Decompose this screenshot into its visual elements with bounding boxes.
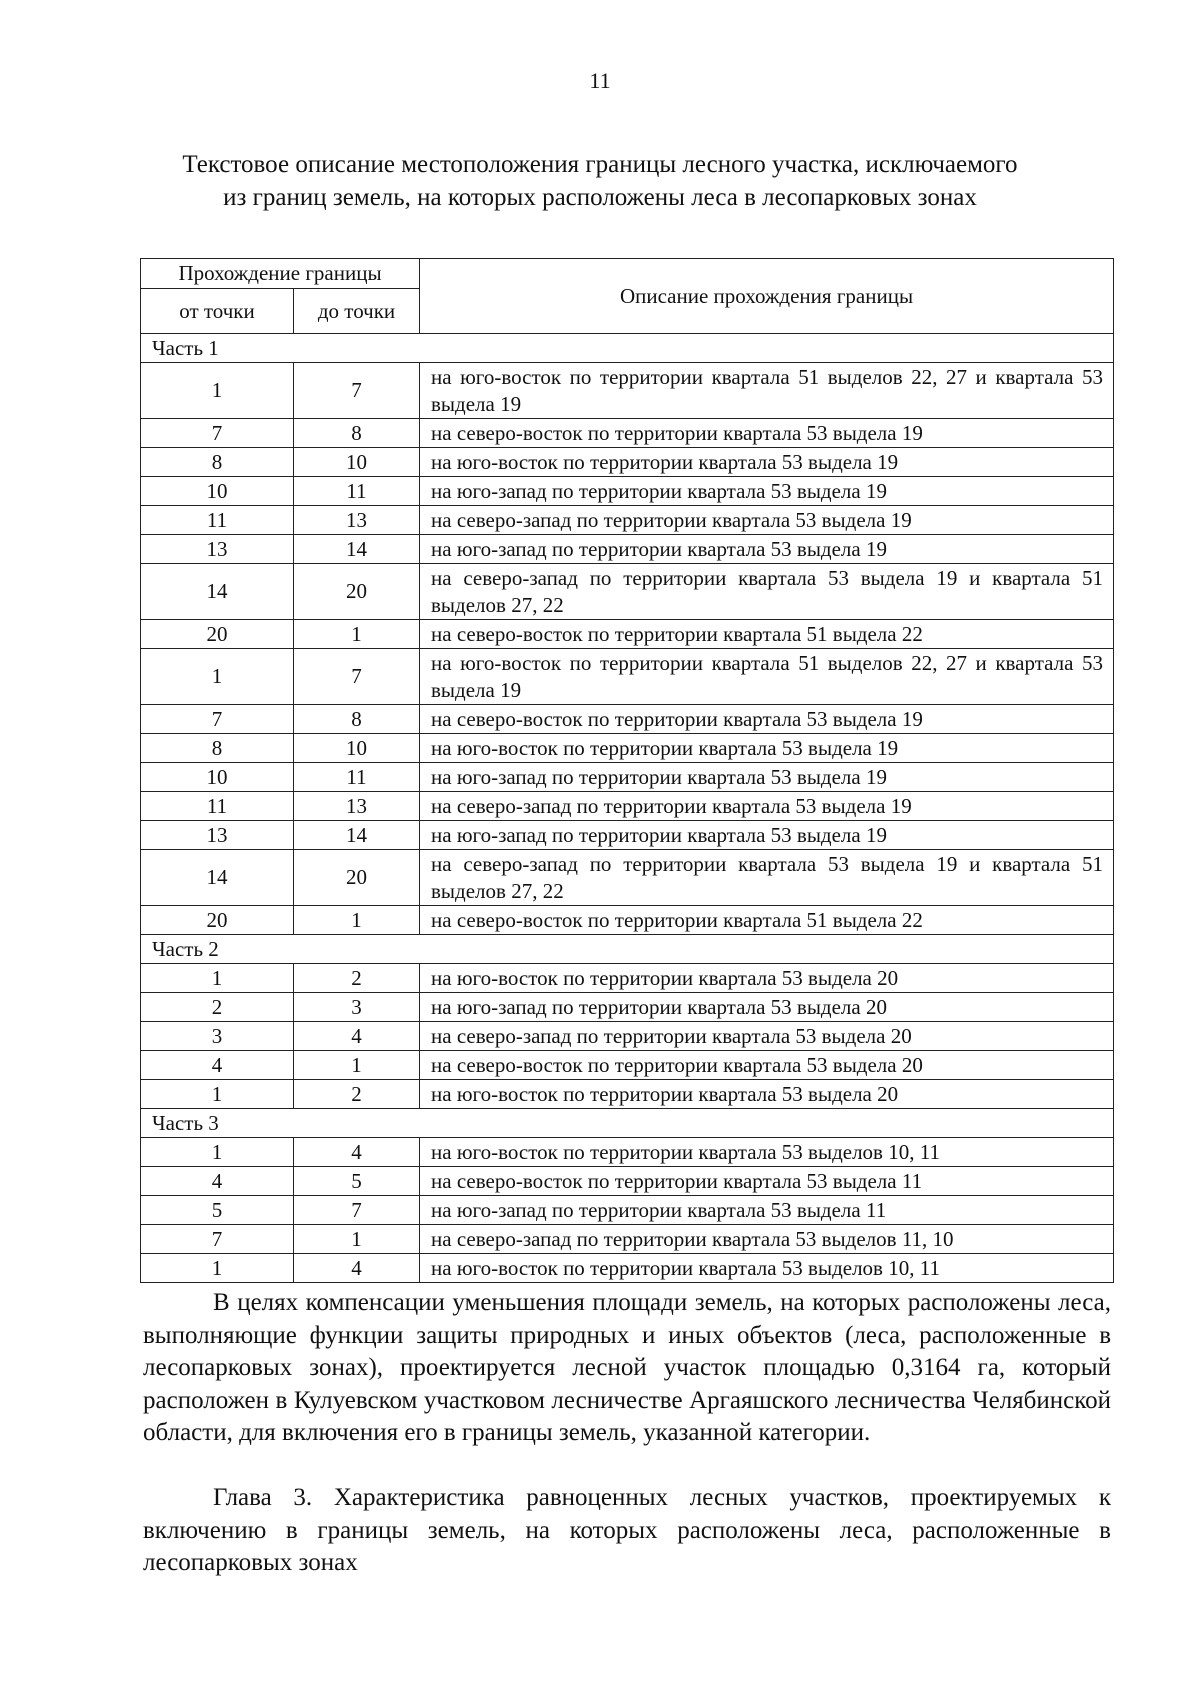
table-cell-description: на юго-восток по территории квартала 53 выделов 10, 11	[420, 1254, 1114, 1283]
table-cell-to-point: 20	[294, 564, 420, 620]
table-part-label: Часть 1	[141, 334, 1114, 363]
table-part-row	[141, 334, 1114, 363]
table-cell-to-point: 7	[294, 363, 420, 419]
table-row	[141, 964, 1114, 993]
table-row	[141, 620, 1114, 649]
table-cell-from-point: 11	[141, 792, 294, 821]
table-cell-to-point: 7	[294, 649, 420, 705]
table-cell-from-point: 2	[141, 993, 294, 1022]
table-row	[141, 1254, 1114, 1283]
table-row	[141, 564, 1114, 620]
table-row	[141, 705, 1114, 734]
table-row	[141, 363, 1114, 419]
table-cell-description: на северо-запад по территории квартала 53 выдела 19	[420, 506, 1114, 535]
page-number: 11	[589, 68, 611, 93]
table-row	[141, 763, 1114, 792]
table-cell-to-point: 7	[294, 1196, 420, 1225]
table-cell-to-point: 8	[294, 705, 420, 734]
table-cell-from-point: 8	[141, 734, 294, 763]
compensation-paragraph	[143, 1287, 1111, 1450]
table-cell-description: на юго-восток по территории квартала 53 выдела 19	[420, 448, 1114, 477]
table-part-row	[141, 1109, 1114, 1138]
table-cell-to-point: 1	[294, 1051, 420, 1080]
table-cell-description: на юго-запад по территории квартала 53 выдела 20	[420, 993, 1114, 1022]
table-cell-from-point: 5	[141, 1196, 294, 1225]
table-cell-description: на юго-восток по территории квартала 53 выдела 19	[420, 734, 1114, 763]
table-cell-from-point: 14	[141, 564, 294, 620]
table-row	[141, 1051, 1114, 1080]
heading-line-1: Текстовое описание местоположения границы лесного участка, исключаемого	[182, 151, 1018, 178]
table-cell-from-point: 1	[141, 649, 294, 705]
table-cell-description: на юго-запад по территории квартала 53 выдела 11	[420, 1196, 1114, 1225]
table-row	[141, 1196, 1114, 1225]
table-row	[141, 1225, 1114, 1254]
table-cell-to-point: 4	[294, 1022, 420, 1051]
table-row	[141, 506, 1114, 535]
table-cell-to-point: 4	[294, 1138, 420, 1167]
table-cell-description: на северо-запад по территории квартала 53 выдела 20	[420, 1022, 1114, 1051]
table-cell-description: на северо-запад по территории квартала 53 выдела 19 и квартала 51 выделов 27, 22	[420, 564, 1114, 620]
table-cell-from-point: 7	[141, 419, 294, 448]
table-cell-from-point: 7	[141, 1225, 294, 1254]
table-cell-description: на юго-запад по территории квартала 53 выдела 19	[420, 477, 1114, 506]
table-cell-from-point: 4	[141, 1051, 294, 1080]
document-heading	[100, 148, 1100, 214]
table-cell-to-point: 1	[294, 620, 420, 649]
table-cell-from-point: 4	[141, 1167, 294, 1196]
table-cell-description: на северо-запад по территории квартала 53 выделов 11, 10	[420, 1225, 1114, 1254]
boundary-table-body	[141, 334, 1114, 1283]
table-cell-to-point: 11	[294, 763, 420, 792]
table-cell-to-point: 2	[294, 1080, 420, 1109]
table-cell-description: на северо-восток по территории квартала 53 выдела 19	[420, 419, 1114, 448]
table-cell-to-point: 4	[294, 1254, 420, 1283]
table-row	[141, 821, 1114, 850]
table-cell-from-point: 11	[141, 506, 294, 535]
table-cell-description: на юго-запад по территории квартала 53 выдела 19	[420, 535, 1114, 564]
table-cell-description: на юго-восток по территории квартала 53 выделов 10, 11	[420, 1138, 1114, 1167]
table-cell-from-point: 1	[141, 1080, 294, 1109]
table-cell-to-point: 11	[294, 477, 420, 506]
table-cell-to-point: 10	[294, 448, 420, 477]
table-part-label: Часть 2	[141, 935, 1114, 964]
table-cell-from-point: 20	[141, 620, 294, 649]
table-cell-to-point: 8	[294, 419, 420, 448]
table-cell-from-point: 7	[141, 705, 294, 734]
table-cell-from-point: 1	[141, 1138, 294, 1167]
boundary-table-header	[141, 259, 1114, 334]
header-from-point: от точки	[141, 289, 294, 334]
table-part-row	[141, 935, 1114, 964]
table-row	[141, 649, 1114, 705]
table-cell-from-point: 1	[141, 964, 294, 993]
table-cell-from-point: 3	[141, 1022, 294, 1051]
table-cell-description: на юго-запад по территории квартала 53 выдела 19	[420, 821, 1114, 850]
table-cell-to-point: 13	[294, 506, 420, 535]
table-cell-from-point: 14	[141, 850, 294, 906]
heading-line-2: из границ земель, на которых расположены леса в лесопарковых зонах	[223, 184, 977, 211]
table-cell-to-point: 14	[294, 535, 420, 564]
table-cell-description: на юго-восток по территории квартала 51 выделов 22, 27 и квартала 53 выдела 19	[420, 649, 1114, 705]
table-cell-description: на северо-восток по территории квартала 53 выдела 11	[420, 1167, 1114, 1196]
table-cell-description: на северо-восток по территории квартала 51 выдела 22	[420, 906, 1114, 935]
table-row	[141, 850, 1114, 906]
table-cell-to-point: 20	[294, 850, 420, 906]
table-cell-description: на северо-восток по территории квартала 53 выдела 20	[420, 1051, 1114, 1080]
table-cell-description: на юго-восток по территории квартала 51 выделов 22, 27 и квартала 53 выдела 19	[420, 363, 1114, 419]
table-cell-from-point: 13	[141, 821, 294, 850]
table-row	[141, 792, 1114, 821]
table-row	[141, 1080, 1114, 1109]
table-row	[141, 734, 1114, 763]
table-cell-to-point: 14	[294, 821, 420, 850]
table-cell-from-point: 10	[141, 763, 294, 792]
table-row	[141, 1167, 1114, 1196]
table-cell-from-point: 1	[141, 363, 294, 419]
chapter-3-heading-text: Глава 3. Характеристика равноценных лесных участков, проектируемых к включению в границы земель, на которых расположены леса, расположенные в лесопарковых зонах	[143, 1484, 1111, 1576]
table-cell-to-point: 2	[294, 964, 420, 993]
header-description: Описание прохождения границы	[420, 259, 1114, 334]
table-cell-from-point: 20	[141, 906, 294, 935]
chapter-3-heading	[143, 1482, 1111, 1580]
table-row	[141, 477, 1114, 506]
table-cell-from-point: 13	[141, 535, 294, 564]
table-row	[141, 535, 1114, 564]
table-cell-from-point: 1	[141, 1254, 294, 1283]
table-cell-to-point: 1	[294, 1225, 420, 1254]
table-cell-description: на северо-восток по территории квартала 53 выдела 19	[420, 705, 1114, 734]
boundary-table	[140, 258, 1114, 1283]
table-cell-from-point: 8	[141, 448, 294, 477]
compensation-paragraph-text: В целях компенсации уменьшения площади земель, на которых расположены леса, выполняющие функции защиты природных и иных объектов (леса, расположенные в лесопарковых зонах), проектируется лесной участок площадью 0,3164 га, который расположен в Кулуевском участковом лесничестве Аргаяшского лесничества Челябинской области, для включения его в границы земель, указанной категории.	[143, 1289, 1111, 1446]
table-row	[141, 993, 1114, 1022]
table-cell-to-point: 13	[294, 792, 420, 821]
table-cell-to-point: 3	[294, 993, 420, 1022]
table-cell-description: на юго-восток по территории квартала 53 выдела 20	[420, 964, 1114, 993]
table-cell-description: на северо-восток по территории квартала 51 выдела 22	[420, 620, 1114, 649]
table-cell-description: на юго-восток по территории квартала 53 выдела 20	[420, 1080, 1114, 1109]
table-row	[141, 1138, 1114, 1167]
header-boundary-passage: Прохождение границы	[141, 259, 420, 289]
header-to-point: до точки	[294, 289, 420, 334]
table-cell-to-point: 5	[294, 1167, 420, 1196]
table-cell-to-point: 1	[294, 906, 420, 935]
table-row	[141, 448, 1114, 477]
table-cell-description: на северо-запад по территории квартала 53 выдела 19 и квартала 51 выделов 27, 22	[420, 850, 1114, 906]
table-cell-description: на юго-запад по территории квартала 53 выдела 19	[420, 763, 1114, 792]
table-cell-to-point: 10	[294, 734, 420, 763]
table-row	[141, 906, 1114, 935]
table-cell-description: на северо-запад по территории квартала 53 выдела 19	[420, 792, 1114, 821]
table-row	[141, 1022, 1114, 1051]
table-row	[141, 419, 1114, 448]
table-part-label: Часть 3	[141, 1109, 1114, 1138]
table-cell-from-point: 10	[141, 477, 294, 506]
